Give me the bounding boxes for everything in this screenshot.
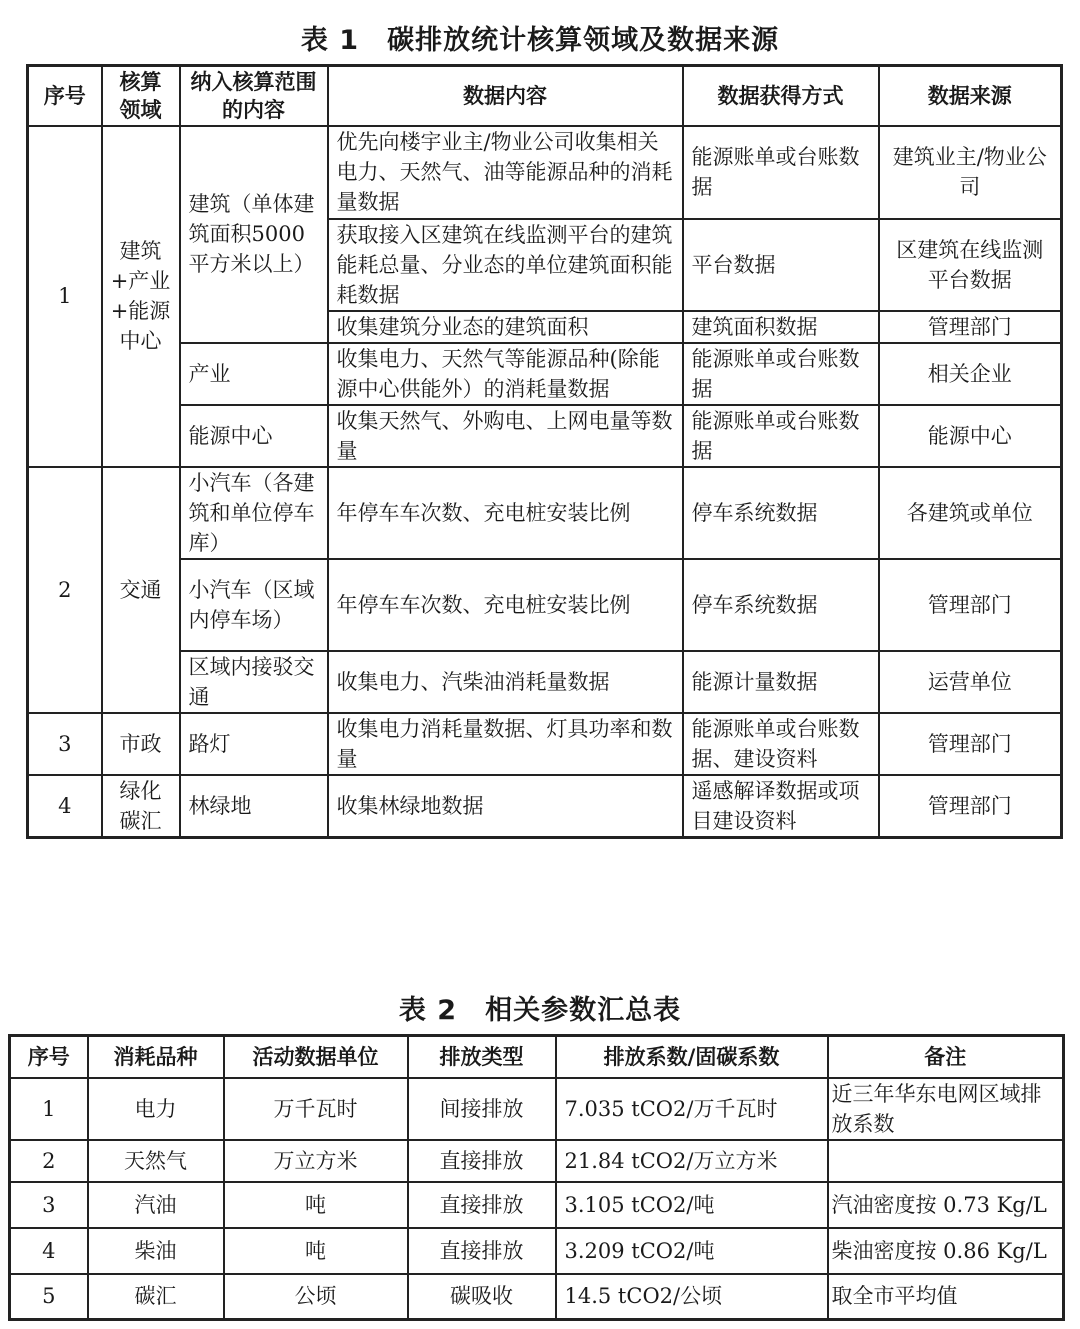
item-cell: 汽油	[88, 1182, 224, 1228]
parameter-summary-table	[8, 1034, 1065, 1321]
method-cell: 平台数据	[683, 219, 879, 311]
table1-caption: 表 1 碳排放统计核算领域及数据来源	[300, 25, 780, 56]
factor-cell: 21.84 tCO2/万立方米	[556, 1140, 828, 1182]
header-cell: 纳入核算范围的内容	[180, 66, 328, 126]
type-cell: 直接排放	[408, 1228, 556, 1274]
unit-cell: 万立方米	[224, 1140, 408, 1182]
header-cell: 消耗品种	[88, 1036, 224, 1078]
table-row	[10, 1274, 1064, 1320]
table-row	[10, 1140, 1064, 1182]
content-cell: 收集电力、汽柴油消耗量数据	[328, 651, 683, 713]
table-row	[28, 405, 1062, 467]
item-cell: 柴油	[88, 1228, 224, 1274]
source-cell: 能源中心	[879, 405, 1062, 467]
scope-cell: 林绿地	[180, 775, 328, 838]
scope-cell: 路灯	[180, 713, 328, 775]
table-row	[10, 1228, 1064, 1274]
table-header-row	[10, 1036, 1064, 1078]
note-cell: 取全市平均值	[828, 1274, 1064, 1320]
scope-cell: 产业	[180, 343, 328, 405]
method-cell: 遥感解译数据或项目建设资料	[683, 775, 879, 838]
domain-cell: 市政	[102, 713, 180, 775]
content-cell: 收集林绿地数据	[328, 775, 683, 838]
table-row	[28, 651, 1062, 713]
row-number: 4	[10, 1228, 88, 1274]
type-cell: 直接排放	[408, 1140, 556, 1182]
method-cell: 能源账单或台账数据	[683, 126, 879, 219]
source-cell: 管理部门	[879, 559, 1062, 651]
table-row	[28, 467, 1062, 559]
row-number: 3	[28, 713, 102, 775]
table-row	[28, 713, 1062, 775]
method-cell: 停车系统数据	[683, 559, 879, 651]
unit-cell: 吨	[224, 1182, 408, 1228]
row-number: 4	[28, 775, 102, 838]
domain-cell: 绿化碳汇	[102, 775, 180, 838]
header-cell: 排放系数/固碳系数	[556, 1036, 828, 1078]
scope-cell: 建筑（单体建筑面积5000平方米以上）	[180, 126, 328, 343]
factor-cell: 3.209 tCO2/吨	[556, 1228, 828, 1274]
type-cell: 碳吸收	[408, 1274, 556, 1320]
content-cell: 获取接入区建筑在线监测平台的建筑能耗总量、分业态的单位建筑面积能耗数据	[328, 219, 683, 311]
header-cell: 数据内容	[328, 66, 683, 126]
unit-cell: 万千瓦时	[224, 1078, 408, 1140]
domain-cell: 交通	[102, 467, 180, 713]
table2-caption: 表 2 相关参数汇总表	[398, 995, 682, 1026]
unit-cell: 公顷	[224, 1274, 408, 1320]
content-cell: 收集电力、天然气等能源品种(除能源中心供能外）的消耗量数据	[328, 343, 683, 405]
row-number: 2	[10, 1140, 88, 1182]
header-cell: 备注	[828, 1036, 1064, 1078]
source-cell: 各建筑或单位	[879, 467, 1062, 559]
header-cell: 序号	[28, 66, 102, 126]
content-cell: 年停车车次数、充电桩安装比例	[328, 467, 683, 559]
method-cell: 能源账单或台账数据、建设资料	[683, 713, 879, 775]
note-cell	[828, 1140, 1064, 1182]
table-header-row	[28, 66, 1062, 126]
content-cell: 收集天然气、外购电、上网电量等数量	[328, 405, 683, 467]
carbon-accounting-table	[26, 64, 1063, 839]
factor-cell: 14.5 tCO2/公顷	[556, 1274, 828, 1320]
note-cell: 近三年华东电网区域排放系数	[828, 1078, 1064, 1140]
row-number: 2	[28, 467, 102, 713]
content-cell: 优先向楼宇业主/物业公司收集相关电力、天然气、油等能源品种的消耗量数据	[328, 126, 683, 219]
source-cell: 管理部门	[879, 713, 1062, 775]
scope-cell: 能源中心	[180, 405, 328, 467]
method-cell: 停车系统数据	[683, 467, 879, 559]
item-cell: 碳汇	[88, 1274, 224, 1320]
source-cell: 建筑业主/物业公司	[879, 126, 1062, 219]
table-row	[10, 1182, 1064, 1228]
item-cell: 电力	[88, 1078, 224, 1140]
type-cell: 直接排放	[408, 1182, 556, 1228]
unit-cell: 吨	[224, 1228, 408, 1274]
row-number: 1	[10, 1078, 88, 1140]
table-row	[10, 1078, 1064, 1140]
scope-cell: 区域内接驳交通	[180, 651, 328, 713]
method-cell: 建筑面积数据	[683, 311, 879, 343]
factor-cell: 3.105 tCO2/吨	[556, 1182, 828, 1228]
table-row	[28, 775, 1062, 838]
factor-cell: 7.035 tCO2/万千瓦时	[556, 1078, 828, 1140]
item-cell: 天然气	[88, 1140, 224, 1182]
row-number: 1	[28, 126, 102, 467]
header-cell: 核算领域	[102, 66, 180, 126]
content-cell: 收集建筑分业态的建筑面积	[328, 311, 683, 343]
table-row	[28, 559, 1062, 651]
header-cell: 序号	[10, 1036, 88, 1078]
method-cell: 能源计量数据	[683, 651, 879, 713]
source-cell: 区建筑在线监测平台数据	[879, 219, 1062, 311]
source-cell: 管理部门	[879, 311, 1062, 343]
header-cell: 数据来源	[879, 66, 1062, 126]
scope-cell: 小汽车（各建筑和单位停车库）	[180, 467, 328, 559]
note-cell: 柴油密度按 0.86 Kg/L	[828, 1228, 1064, 1274]
table-row	[28, 126, 1062, 219]
header-cell: 数据获得方式	[683, 66, 879, 126]
method-cell: 能源账单或台账数据	[683, 343, 879, 405]
note-cell: 汽油密度按 0.73 Kg/L	[828, 1182, 1064, 1228]
source-cell: 相关企业	[879, 343, 1062, 405]
domain-cell: 建筑+产业+能源中心	[102, 126, 180, 467]
row-number: 3	[10, 1182, 88, 1228]
source-cell: 运营单位	[879, 651, 1062, 713]
method-cell: 能源账单或台账数据	[683, 405, 879, 467]
scope-cell: 小汽车（区域内停车场）	[180, 559, 328, 651]
row-number: 5	[10, 1274, 88, 1320]
table-row	[28, 343, 1062, 405]
type-cell: 间接排放	[408, 1078, 556, 1140]
header-cell: 排放类型	[408, 1036, 556, 1078]
content-cell: 收集电力消耗量数据、灯具功率和数量	[328, 713, 683, 775]
header-cell: 活动数据单位	[224, 1036, 408, 1078]
source-cell: 管理部门	[879, 775, 1062, 838]
content-cell: 年停车车次数、充电桩安装比例	[328, 559, 683, 651]
